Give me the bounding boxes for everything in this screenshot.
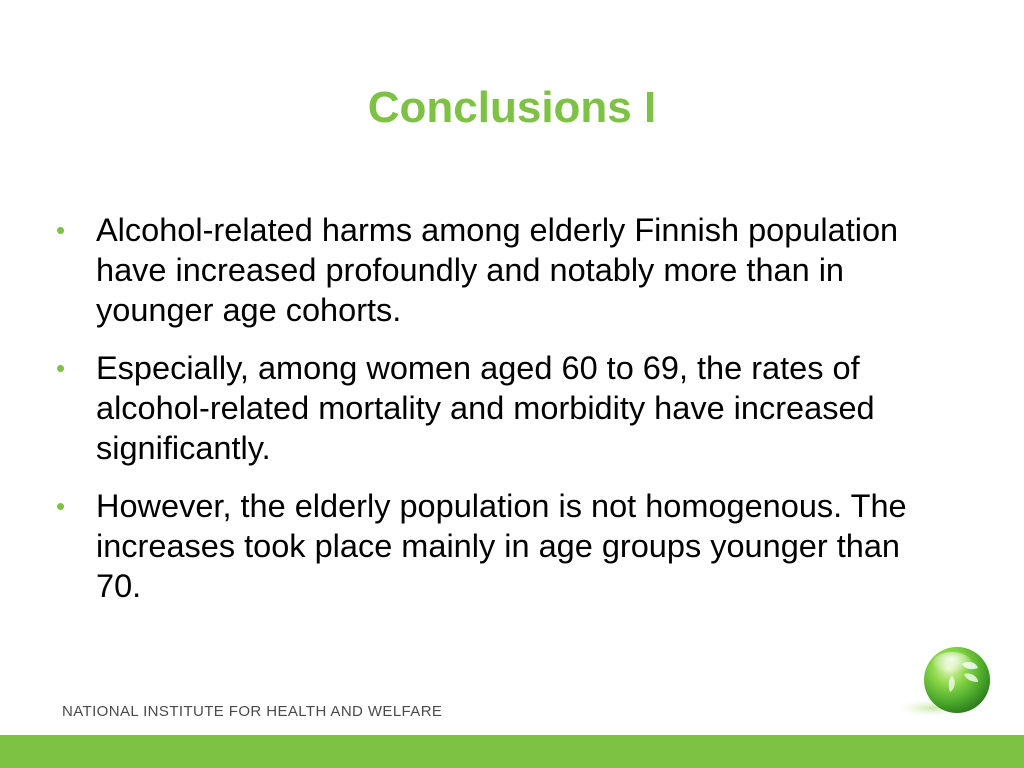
- bullet-marker: •: [56, 215, 66, 245]
- bullet-text: However, the elderly population is not homogenous. The increases took place mainly in age groups younger than 70.: [96, 488, 907, 604]
- bullet-text: Alcohol-related harms among elderly Finnish population have increased profoundly and notably more than in younger age cohorts.: [96, 212, 899, 328]
- bullet-item: [56, 210, 936, 330]
- green-globe-logo-icon: [892, 640, 998, 724]
- slide-title: Conclusions I: [367, 83, 657, 132]
- footer-organization-name: NATIONAL INSTITUTE FOR HEALTH AND WELFARE: [62, 703, 443, 720]
- bullet-marker: •: [56, 353, 66, 383]
- bullet-text: Especially, among women aged 60 to 69, the rates of alcohol-related mortality and morbidity have increased significantly.: [96, 350, 875, 466]
- bullet-item: [56, 486, 936, 606]
- bullet-item: [56, 348, 936, 468]
- bullet-list: [56, 210, 936, 624]
- footer-bar: [0, 735, 1024, 768]
- bullet-marker: •: [56, 491, 66, 521]
